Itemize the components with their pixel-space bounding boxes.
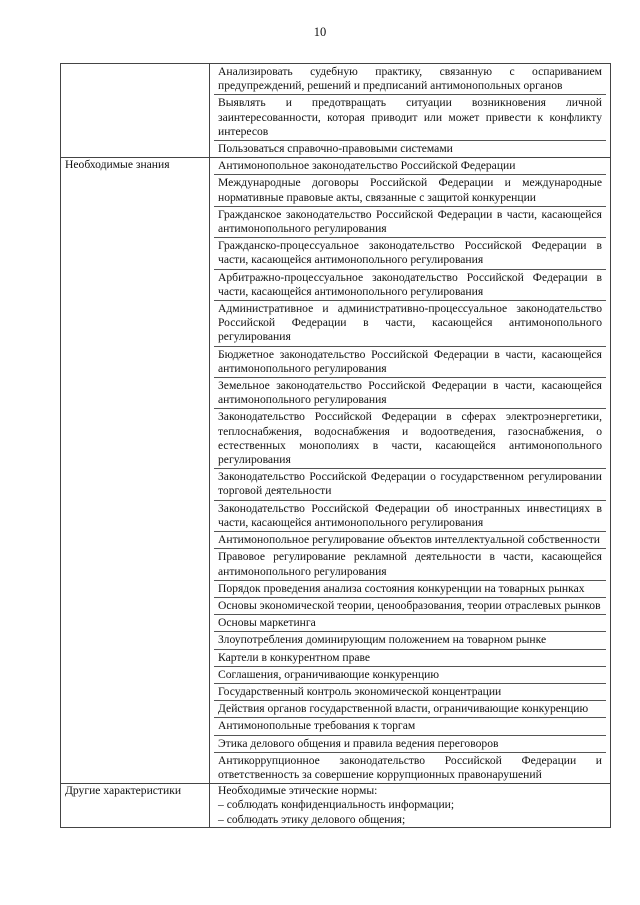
list-item: Антимонопольное регулирование объектов интеллектуальной собственности xyxy=(214,532,606,549)
row-label: Необходимые знания xyxy=(61,158,210,784)
list-item: Основы маркетинга xyxy=(214,615,606,632)
list-item: Административное и административно-процессуальное законодательство Российской Федерации в части, касающейся антимонопольного регулирования xyxy=(214,301,606,347)
list-item: Основы экономической теории, ценообразования, теории отраслевых рынков xyxy=(214,598,606,615)
list-item: Арбитражно-процессуальное законодательство Российской Федерации в части, касающейся антимонопольного регулирования xyxy=(214,270,606,301)
list-item: Гражданско-процессуальное законодательство Российской Федерации в части, касающейся антимонопольного регулирования xyxy=(214,238,606,269)
list-item: Действия органов государственной власти, ограничивающие конкуренцию xyxy=(214,701,606,718)
list-item: Бюджетное законодательство Российской Федерации в части, касающейся антимонопольного регулирования xyxy=(214,347,606,378)
list-item: Выявлять и предотвращать ситуации возникновения личной заинтересованности, которая приводит или может привести к конфликту интересов xyxy=(214,95,606,141)
list-item: Антикоррупционное законодательство Российской Федерации и ответственность за совершение коррупционных правонарушений xyxy=(218,753,602,781)
list-item: Международные договоры Российской Федерации и международные нормативные правовые акты, связанные с защитой конкуренции xyxy=(214,175,606,206)
text-line: – соблюдать конфиденциальность информации; xyxy=(218,798,455,812)
page-number: 10 xyxy=(313,25,327,39)
table-row xyxy=(61,64,611,158)
list-item: Порядок проведения анализа состояния конкуренции на товарных рынках xyxy=(214,581,606,598)
row-label xyxy=(61,64,210,158)
table-row xyxy=(61,784,611,828)
list-item: Государственный контроль экономической концентрации xyxy=(214,684,606,701)
list-item: Картели в конкурентном праве xyxy=(214,650,606,667)
list-item: Анализировать судебную практику, связанную с оспариванием предупреждений, решений и предписаний антимонопольных органов xyxy=(214,64,606,95)
list-item: Законодательство Российской Федерации о государственном регулировании торговой деятельности xyxy=(214,469,606,500)
requirements-table xyxy=(60,63,611,828)
table-row xyxy=(61,158,611,784)
text-line: Необходимые этические нормы: xyxy=(218,784,378,798)
row-content xyxy=(210,784,611,828)
text-line: – соблюдать этику делового общения; xyxy=(218,812,406,826)
list-item: Земельное законодательство Российской Федерации в части, касающейся антимонопольного регулирования xyxy=(214,378,606,409)
list-item: Законодательство Российской Федерации об иностранных инвестициях в части, касающейся антимонопольного регулирования xyxy=(214,501,606,532)
list-item: Соглашения, ограничивающие конкуренцию xyxy=(214,667,606,684)
list-item: Пользоваться справочно-правовыми системами xyxy=(218,142,453,156)
list-item: Законодательство Российской Федерации в сферах электроэнергетики, теплоснабжения, водоснабжения и водоотведения, газоснабжения, о естественных монополиях в части, касающейся антимонопольного регулирования xyxy=(214,409,606,469)
list-item: Антимонопольное законодательство Российской Федерации xyxy=(214,158,606,175)
list-item: Правовое регулирование рекламной деятельности в части, касающейся антимонопольного регулирования xyxy=(214,549,606,580)
row-content xyxy=(210,158,611,784)
row-label: Другие характеристики xyxy=(61,784,210,828)
list-item: Гражданское законодательство Российской Федерации в части, касающейся антимонопольного регулирования xyxy=(214,207,606,238)
requirements-table-body xyxy=(61,64,611,828)
list-item: Этика делового общения и правила ведения переговоров xyxy=(214,736,606,753)
list-item: Злоупотребления доминирующим положением на товарном рынке xyxy=(214,632,606,649)
list-item: Антимонопольные требования к торгам xyxy=(214,718,606,735)
row-content xyxy=(210,64,611,158)
